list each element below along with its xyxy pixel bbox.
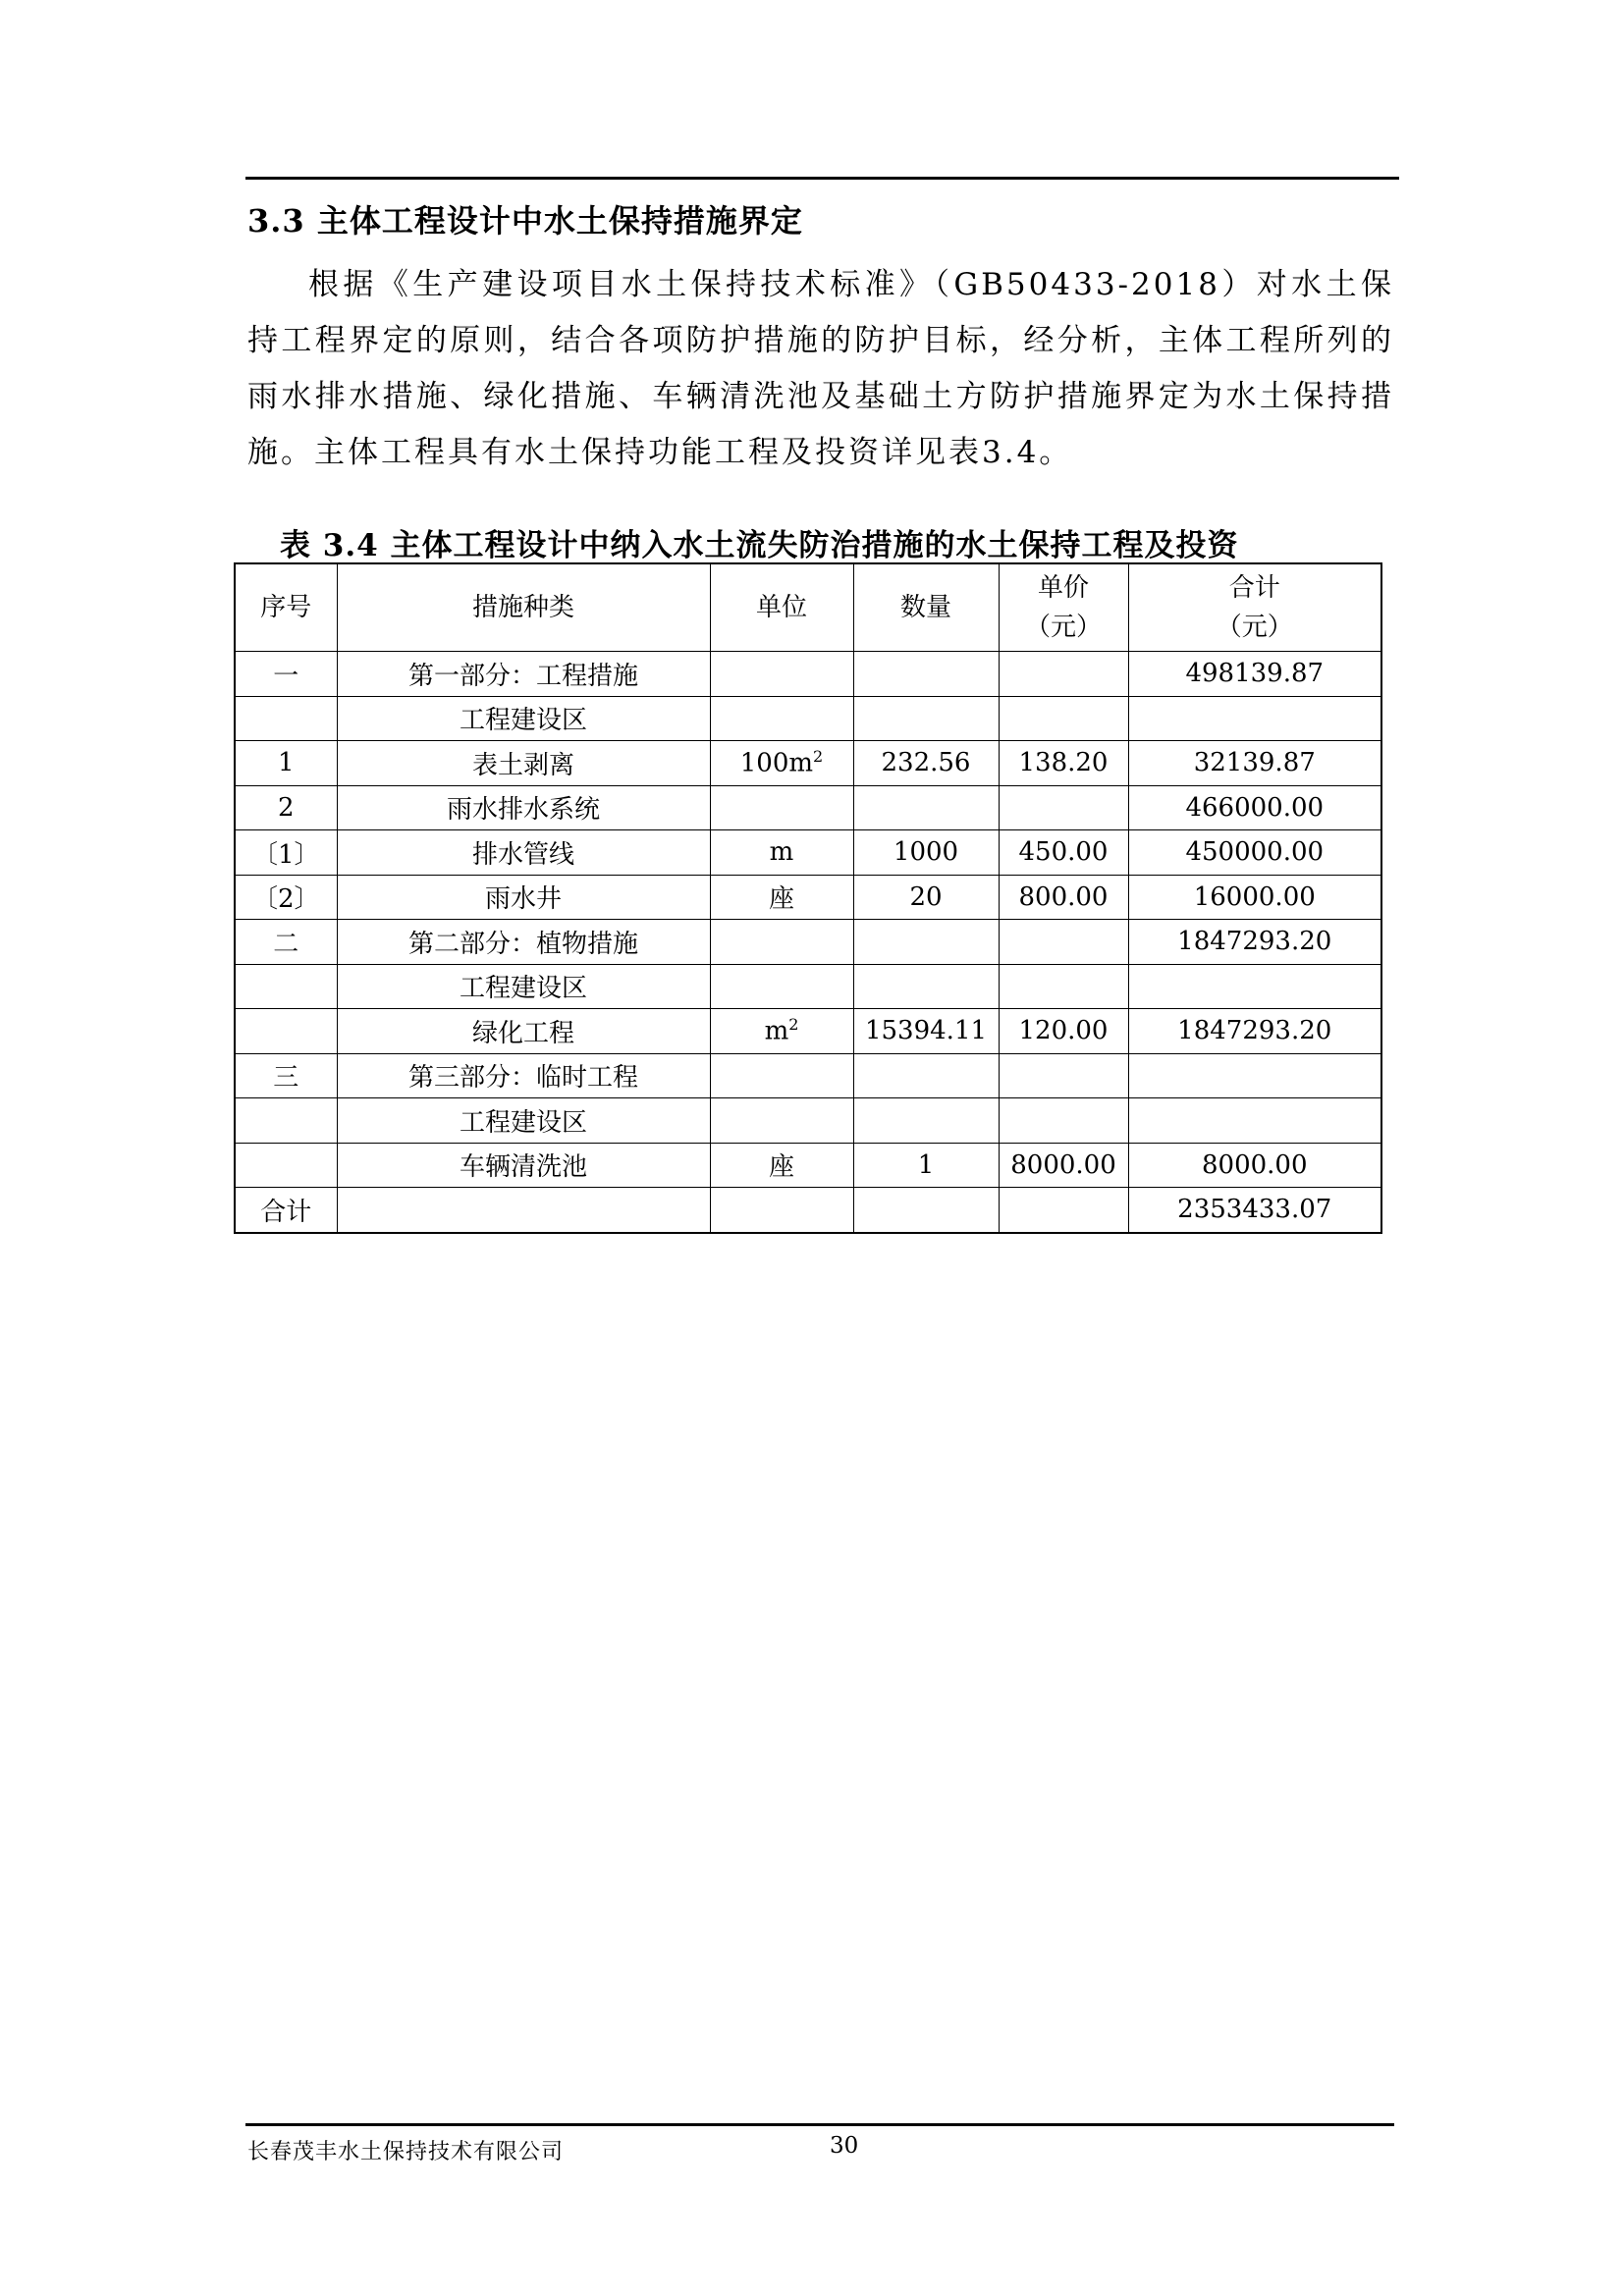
cell-seq (235, 1143, 337, 1188)
total-empty-cell (853, 1188, 999, 1233)
cell-name: 第一部分：工程措施 (337, 652, 710, 697)
cell-seq (235, 964, 337, 1009)
cell-price: 8000.00 (999, 1143, 1128, 1188)
table-row (235, 875, 1381, 920)
table-row (235, 1143, 1381, 1188)
cell-unit (710, 741, 853, 786)
cell-name: 表土剥离 (337, 741, 710, 786)
cell-seq (235, 1098, 337, 1144)
cell-total (1128, 696, 1381, 741)
unit-text: m (764, 1017, 789, 1047)
cell-name: 工程建设区 (337, 1098, 710, 1144)
table-row (235, 785, 1381, 830)
cell-unit (710, 920, 853, 965)
table-body (235, 652, 1381, 1188)
cell-price: 800.00 (999, 875, 1128, 920)
cell-total: 1847293.20 (1128, 1009, 1381, 1054)
table-row (235, 652, 1381, 697)
cell-price (999, 920, 1128, 965)
header-rule (245, 177, 1399, 180)
unit-text: 座 (768, 884, 794, 915)
body-paragraph: 根据《生产建设项目水土保持技术标准》（GB50433-2018）对水土保持工程界定的原则，结合各项防护措施的防护目标，经分析，主体工程所列的雨水排水措施、绿化措施、车辆清洗池及基础土方防护措施界定为水土保持措施。主体工程具有水土保持功能工程及投资详见表3.4。 (247, 267, 1394, 470)
header-seq: 序号 (235, 563, 337, 652)
cell-qty: 15394.11 (853, 1009, 999, 1054)
cell-qty (853, 696, 999, 741)
cell-name: 雨水井 (337, 875, 710, 920)
cell-total (1128, 1053, 1381, 1098)
cell-qty (853, 785, 999, 830)
cell-price (999, 696, 1128, 741)
table-header-row (235, 563, 1381, 652)
cell-seq (235, 1009, 337, 1054)
table-row (235, 920, 1381, 965)
cell-price: 120.00 (999, 1009, 1128, 1054)
cell-seq: 一 (235, 652, 337, 697)
cell-qty (853, 652, 999, 697)
unit-text: m (769, 837, 794, 868)
footer-rule (245, 2123, 1394, 2126)
cell-name: 工程建设区 (337, 696, 710, 741)
cell-name: 雨水排水系统 (337, 785, 710, 830)
table-row (235, 830, 1381, 876)
cell-price (999, 1053, 1128, 1098)
total-empty-cell (337, 1188, 710, 1233)
cell-total: 16000.00 (1128, 875, 1381, 920)
cell-total: 498139.87 (1128, 652, 1381, 697)
cell-price: 450.00 (999, 830, 1128, 876)
cell-unit (710, 1009, 853, 1054)
cell-name: 工程建设区 (337, 964, 710, 1009)
cell-qty: 232.56 (853, 741, 999, 786)
cell-name: 绿化工程 (337, 1009, 710, 1054)
cell-total: 1847293.20 (1128, 920, 1381, 965)
cell-total: 32139.87 (1128, 741, 1381, 786)
total-empty-cell (710, 1188, 853, 1233)
cell-seq: 二 (235, 920, 337, 965)
total-value: 2353433.07 (1128, 1188, 1381, 1233)
header-total-line2: （元） (1216, 613, 1293, 642)
cell-seq: 〔2〕 (235, 875, 337, 920)
cell-unit (710, 964, 853, 1009)
cell-qty (853, 920, 999, 965)
cell-unit (710, 696, 853, 741)
header-total (1128, 563, 1381, 652)
cell-price (999, 1098, 1128, 1144)
unit-superscript: 2 (813, 747, 824, 767)
cell-price: 138.20 (999, 741, 1128, 786)
cell-name: 第二部分：植物措施 (337, 920, 710, 965)
cell-unit (710, 875, 853, 920)
cell-unit (710, 785, 853, 830)
cell-seq: 三 (235, 1053, 337, 1098)
table-row (235, 964, 1381, 1009)
cell-qty (853, 964, 999, 1009)
table-total-row (235, 1188, 1381, 1233)
cell-total (1128, 1098, 1381, 1144)
cell-price (999, 964, 1128, 1009)
cell-qty (853, 1053, 999, 1098)
table-row (235, 741, 1381, 786)
cell-qty (853, 1098, 999, 1144)
header-price-line1: 单价 (1037, 573, 1089, 603)
cell-name: 第三部分：临时工程 (337, 1053, 710, 1098)
header-price (999, 563, 1128, 652)
cell-unit (710, 1143, 853, 1188)
cell-price (999, 652, 1128, 697)
cell-name: 排水管线 (337, 830, 710, 876)
cell-qty: 1000 (853, 830, 999, 876)
investment-table (234, 562, 1382, 1234)
cell-unit (710, 1098, 853, 1144)
cell-unit (710, 830, 853, 876)
unit-superscript: 2 (788, 1015, 799, 1035)
table-row (235, 696, 1381, 741)
header-unit: 单位 (710, 563, 853, 652)
table-row (235, 1053, 1381, 1098)
cell-unit (710, 652, 853, 697)
header-price-line2: （元） (1024, 613, 1102, 642)
unit-text: 座 (768, 1152, 794, 1183)
cell-seq: 1 (235, 741, 337, 786)
table-caption: 表 3.4 主体工程设计中纳入水土流失防治措施的水土保持工程及投资 (280, 528, 1239, 563)
cell-seq (235, 696, 337, 741)
cell-total: 450000.00 (1128, 830, 1381, 876)
table-row (235, 1009, 1381, 1054)
cell-total: 466000.00 (1128, 785, 1381, 830)
total-empty-cell (999, 1188, 1128, 1233)
table-row (235, 1098, 1381, 1144)
header-name: 措施种类 (337, 563, 710, 652)
cell-unit (710, 1053, 853, 1098)
header-total-line1: 合计 (1228, 573, 1280, 603)
cell-seq: 2 (235, 785, 337, 830)
section-title: 3.3 主体工程设计中水土保持措施界定 (247, 202, 803, 240)
page-number: 30 (830, 2133, 859, 2159)
cell-seq: 〔1〕 (235, 830, 337, 876)
footer-company: 长春茂丰水土保持技术有限公司 (247, 2140, 565, 2164)
total-label: 合计 (235, 1188, 337, 1233)
cell-price (999, 785, 1128, 830)
cell-qty: 20 (853, 875, 999, 920)
unit-text: 100m (739, 749, 814, 779)
cell-total: 8000.00 (1128, 1143, 1381, 1188)
cell-total (1128, 964, 1381, 1009)
header-qty: 数量 (853, 563, 999, 652)
cell-name: 车辆清洗池 (337, 1143, 710, 1188)
cell-qty: 1 (853, 1143, 999, 1188)
